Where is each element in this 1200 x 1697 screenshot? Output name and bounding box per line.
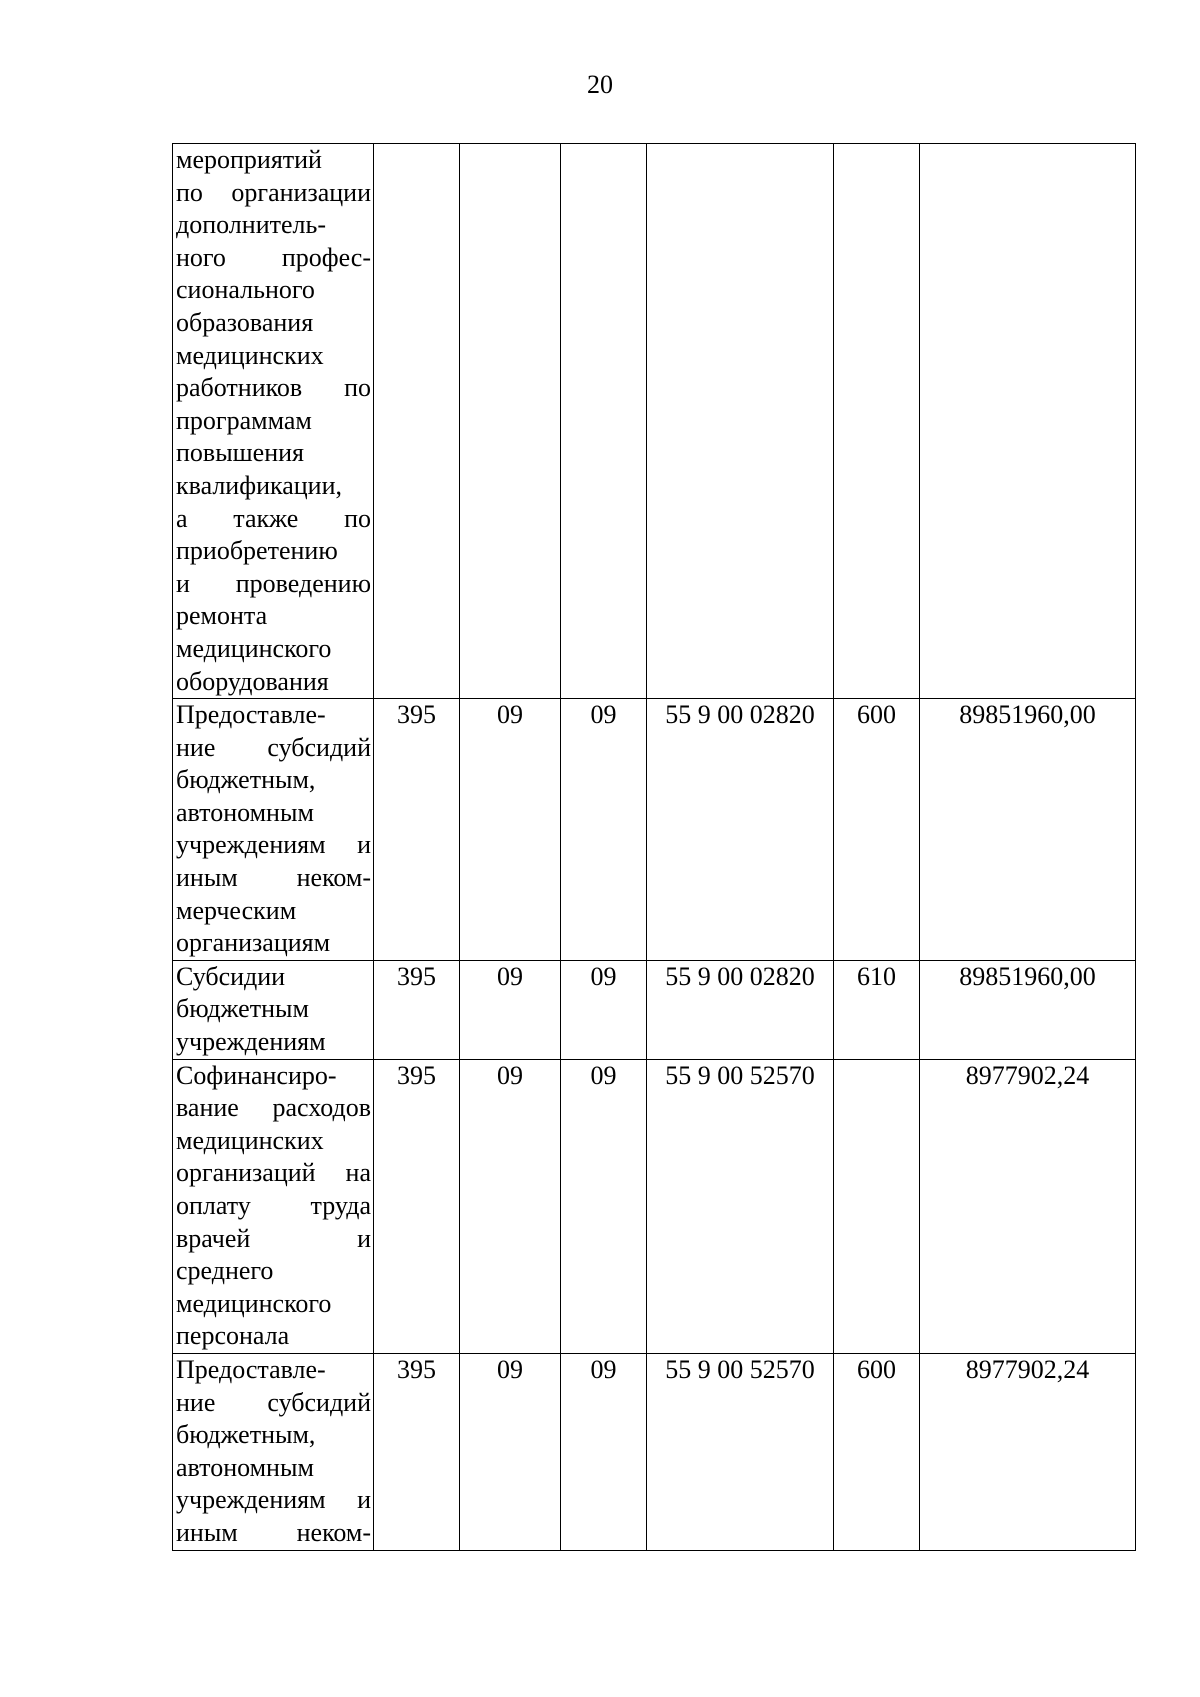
description-word: медицинского [176, 633, 332, 663]
expense-type-cell [834, 144, 920, 699]
description-word: ного [176, 242, 226, 272]
description-cell [173, 699, 374, 961]
description-word: неком- [296, 863, 371, 893]
expense-type-cell [834, 1059, 920, 1353]
description-word: профес- [281, 242, 371, 272]
description-line [176, 1223, 371, 1256]
description-word: Субсидии [176, 961, 286, 991]
description-line [176, 405, 371, 438]
description-line [176, 862, 371, 895]
description-word: и [357, 830, 371, 860]
description-word: иным [176, 863, 238, 893]
target-article-cell: 55 9 00 02820 [647, 699, 834, 961]
description-word: образования [176, 307, 314, 337]
description-line [176, 535, 371, 568]
description-line [176, 1125, 371, 1158]
description-word: Софинансиро- [176, 1060, 337, 1090]
description-cell [173, 960, 374, 1059]
description-line [176, 1157, 371, 1190]
section-code-cell: 09 [460, 960, 561, 1059]
amount-cell: 89851960,00 [920, 699, 1136, 961]
subsection-code-cell: 09 [561, 1353, 647, 1550]
description-word: по [344, 503, 371, 533]
description-word: оплату [176, 1191, 251, 1220]
description-word: приобретению [176, 536, 338, 566]
ministry-code-cell: 395 [374, 1353, 460, 1550]
table-row [173, 1353, 1136, 1550]
amount-cell: 8977902,24 [920, 1353, 1136, 1550]
description-word: медицинских [176, 1125, 324, 1155]
description-line [176, 1060, 371, 1093]
description-line [176, 961, 371, 994]
description-word: ние [176, 1387, 216, 1417]
budget-table [172, 143, 1136, 1551]
description-line [176, 1092, 371, 1125]
description-line [176, 699, 371, 732]
description-line [176, 568, 371, 601]
description-word: организаций [176, 1158, 316, 1188]
description-word: также [233, 503, 299, 533]
description-word: врачей [176, 1223, 251, 1253]
ministry-code-cell: 395 [374, 960, 460, 1059]
description-line [176, 1255, 371, 1288]
ministry-code-cell: 395 [374, 699, 460, 961]
description-line [176, 633, 371, 666]
description-line [176, 1452, 371, 1485]
ministry-code-cell: 395 [374, 1059, 460, 1353]
description-word: медицинского [176, 1288, 332, 1318]
description-line [176, 1026, 371, 1059]
description-word: субсидий [267, 1387, 371, 1417]
description-word: организациям [176, 928, 331, 958]
description-line [176, 764, 371, 797]
description-word: среднего [176, 1256, 274, 1286]
description-cell [173, 1059, 374, 1353]
page-number: 20 [587, 70, 613, 99]
target-article-cell: 55 9 00 52570 [647, 1353, 834, 1550]
description-line [176, 666, 371, 699]
description-word: Предоставле- [176, 1354, 326, 1384]
description-line [176, 1288, 371, 1321]
description-word: ние [176, 732, 216, 762]
description-line [176, 1354, 371, 1387]
description-word: и [176, 568, 190, 598]
table-row [173, 144, 1136, 699]
target-article-cell [647, 144, 834, 699]
description-word: неком- [296, 1517, 371, 1547]
description-line [176, 242, 371, 275]
description-word: иным [176, 1517, 238, 1547]
subsection-code-cell: 09 [561, 699, 647, 961]
description-word: учреждениям [176, 1485, 326, 1515]
table-row [173, 960, 1136, 1059]
subsection-code-cell [561, 144, 647, 699]
description-word: организации [231, 177, 371, 207]
table-row [173, 699, 1136, 961]
description-line [176, 732, 371, 765]
description-word: мерческим [176, 895, 297, 925]
description-word: бюджетным [176, 994, 309, 1024]
description-line [176, 1419, 371, 1452]
expense-type-cell: 610 [834, 960, 920, 1059]
description-line [176, 1320, 371, 1353]
target-article-cell: 55 9 00 02820 [647, 960, 834, 1059]
description-cell [173, 144, 374, 699]
description-word: труда [310, 1191, 371, 1220]
description-word: повышения [176, 438, 305, 468]
description-word: программам [176, 405, 312, 435]
section-code-cell: 09 [460, 1059, 561, 1353]
description-word: на [345, 1158, 371, 1188]
ministry-code-cell [374, 144, 460, 699]
description-line [176, 1484, 371, 1517]
description-word: дополнитель- [176, 210, 326, 240]
subsection-code-cell: 09 [561, 960, 647, 1059]
amount-cell [920, 144, 1136, 699]
description-line [176, 274, 371, 307]
description-line [176, 209, 371, 242]
description-line [176, 503, 371, 536]
description-line [176, 895, 371, 928]
description-word: а [176, 503, 188, 533]
description-line [176, 993, 371, 1026]
description-line [176, 372, 371, 405]
target-article-cell: 55 9 00 52570 [647, 1059, 834, 1353]
description-line [176, 307, 371, 340]
description-line [176, 470, 371, 503]
description-line [176, 1190, 371, 1223]
section-code-cell [460, 144, 561, 699]
description-word: по [344, 373, 371, 403]
description-word: субсидий [267, 732, 371, 762]
table-row [173, 1059, 1136, 1353]
description-word: квалификации, [176, 470, 343, 500]
description-word: автономным [176, 797, 314, 827]
description-line [176, 1387, 371, 1420]
description-line [176, 797, 371, 830]
description-line [176, 437, 371, 470]
amount-cell: 89851960,00 [920, 960, 1136, 1059]
section-code-cell: 09 [460, 699, 561, 961]
description-word: бюджетным, [176, 765, 316, 795]
description-word: медицинских [176, 340, 324, 370]
description-line [176, 927, 371, 960]
subsection-code-cell: 09 [561, 1059, 647, 1353]
expense-type-cell: 600 [834, 1353, 920, 1550]
description-word: мероприятий [176, 145, 322, 174]
description-line [176, 177, 371, 210]
description-word: персонала [176, 1321, 290, 1351]
expense-type-cell: 600 [834, 699, 920, 961]
description-word: и [357, 1223, 371, 1253]
description-line [176, 600, 371, 633]
description-word: оборудования [176, 666, 329, 696]
description-word: бюджетным, [176, 1420, 316, 1450]
description-word: проведению [235, 568, 371, 598]
description-word: работников [176, 373, 303, 403]
table-body [173, 144, 1136, 1551]
description-line [176, 144, 371, 177]
description-line [176, 340, 371, 373]
description-word: расходов [272, 1093, 371, 1123]
description-word: сионального [176, 275, 315, 305]
description-word: учреждениям [176, 1027, 326, 1057]
description-word: Предоставле- [176, 700, 326, 730]
amount-cell: 8977902,24 [920, 1059, 1136, 1353]
description-cell [173, 1353, 374, 1550]
description-word: ремонта [176, 601, 268, 631]
description-word: и [357, 1485, 371, 1515]
description-word: по [176, 177, 203, 207]
description-word: учреждениям [176, 830, 326, 860]
description-line [176, 829, 371, 862]
description-line [176, 1517, 371, 1550]
section-code-cell: 09 [460, 1353, 561, 1550]
description-word: автономным [176, 1452, 314, 1482]
description-word: вание [176, 1093, 239, 1123]
